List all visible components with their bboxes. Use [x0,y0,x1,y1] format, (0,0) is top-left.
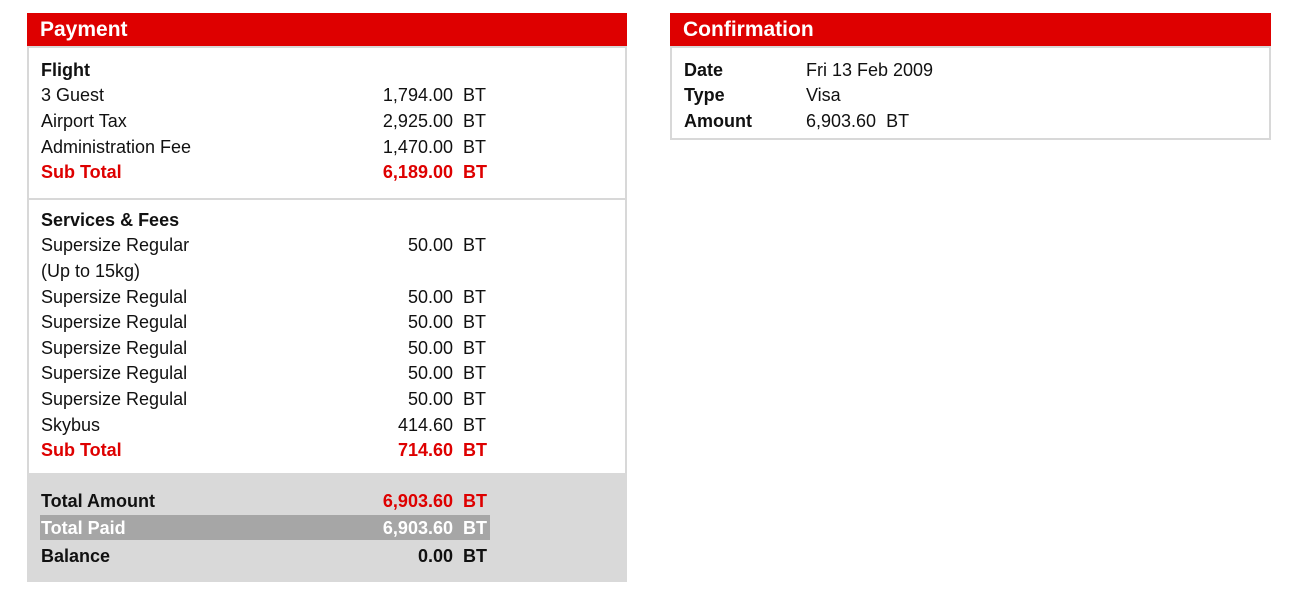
balance-value: 0.00 [417,546,453,566]
balance-currency: BT [463,546,487,566]
line-item-amount: 50.00 [407,235,453,255]
line-item-label: Airport Tax [41,111,127,131]
line-item-amount: 414.60 [397,415,453,435]
total-paid-label: Total Paid [41,518,126,538]
line-item-currency: BT [463,415,487,435]
services-heading-label: Services & Fees [41,210,180,230]
line-item-currency: BT [463,363,487,383]
confirmation-panel [670,13,1271,140]
payment-panel [27,13,627,582]
services-heading [41,208,491,232]
total-amount-value: 6,903.60 [382,491,453,511]
date-value: Fri 13 Feb 2009 [806,60,934,80]
service-row [41,310,491,334]
line-item-currency: BT [463,287,487,307]
line-item-currency: BT [463,111,487,131]
line-item-label: Supersize Regulal [41,287,188,307]
total-paid-row [41,516,491,540]
line-item-label: Supersize Regulal [41,363,188,383]
line-item-amount: 50.00 [407,338,453,358]
line-item-currency: BT [463,137,487,157]
line-item-currency: BT [463,389,487,409]
line-item-currency: BT [463,85,487,105]
totals-section [27,473,627,582]
service-row [41,361,491,385]
line-item-label: Supersize Regulal [41,338,188,358]
payment-box [27,46,627,582]
total-amount-row [41,489,491,513]
subtotal-amount: 714.60 [397,440,453,460]
amount-value: 6,903.60 BT [806,111,910,131]
confirmation-box [670,46,1271,140]
subtotal-currency: BT [463,162,487,182]
subtotal-currency: BT [463,440,487,460]
line-item-label: Skybus [41,415,101,435]
subtotal-label: Sub Total [41,162,122,182]
flight-row-airport-tax [41,109,491,133]
type-label: Type [684,85,725,105]
line-item-amount: 50.00 [407,312,453,332]
line-item-label: 3 Guest [41,85,105,105]
line-item-amount: 1,470.00 [382,137,453,157]
services-section [29,198,625,473]
service-row [41,285,491,309]
line-item-label: (Up to 15kg) [41,261,141,281]
line-item-amount: 50.00 [407,389,453,409]
flight-row-admin-fee [41,135,491,159]
line-item-currency: BT [463,235,487,255]
flight-section [29,46,625,198]
line-item-amount: 50.00 [407,363,453,383]
total-amount-label: Total Amount [41,491,155,511]
service-row [41,336,491,360]
service-row-note [41,259,491,283]
amount-label: Amount [684,111,752,131]
line-item-currency: BT [463,338,487,358]
total-paid-currency: BT [463,518,487,538]
flight-heading [41,58,491,82]
flight-row-guest [41,83,491,107]
line-item-label: Administration Fee [41,137,192,157]
service-row [41,233,491,257]
total-amount-currency: BT [463,491,487,511]
line-item-label: Supersize Regulal [41,312,188,332]
flight-heading-label: Flight [41,60,90,80]
service-row-skybus [41,413,491,437]
subtotal-label: Sub Total [41,440,122,460]
services-subtotal [41,438,491,462]
payment-header: Payment [27,13,627,46]
subtotal-amount: 6,189.00 [382,162,453,182]
line-item-amount: 1,794.00 [382,85,453,105]
line-item-currency: BT [463,312,487,332]
confirmation-header: Confirmation [670,13,1271,46]
date-label: Date [684,60,724,80]
line-item-label: Supersize Regulal [41,389,188,409]
balance-label: Balance [41,546,111,566]
line-item-amount: 2,925.00 [382,111,453,131]
balance-row [41,544,491,568]
flight-subtotal [41,160,491,184]
total-paid-value: 6,903.60 [382,518,453,538]
service-row [41,387,491,411]
type-value: Visa [806,85,841,105]
line-item-amount: 50.00 [407,287,453,307]
line-item-label: Supersize Regular [41,235,190,255]
